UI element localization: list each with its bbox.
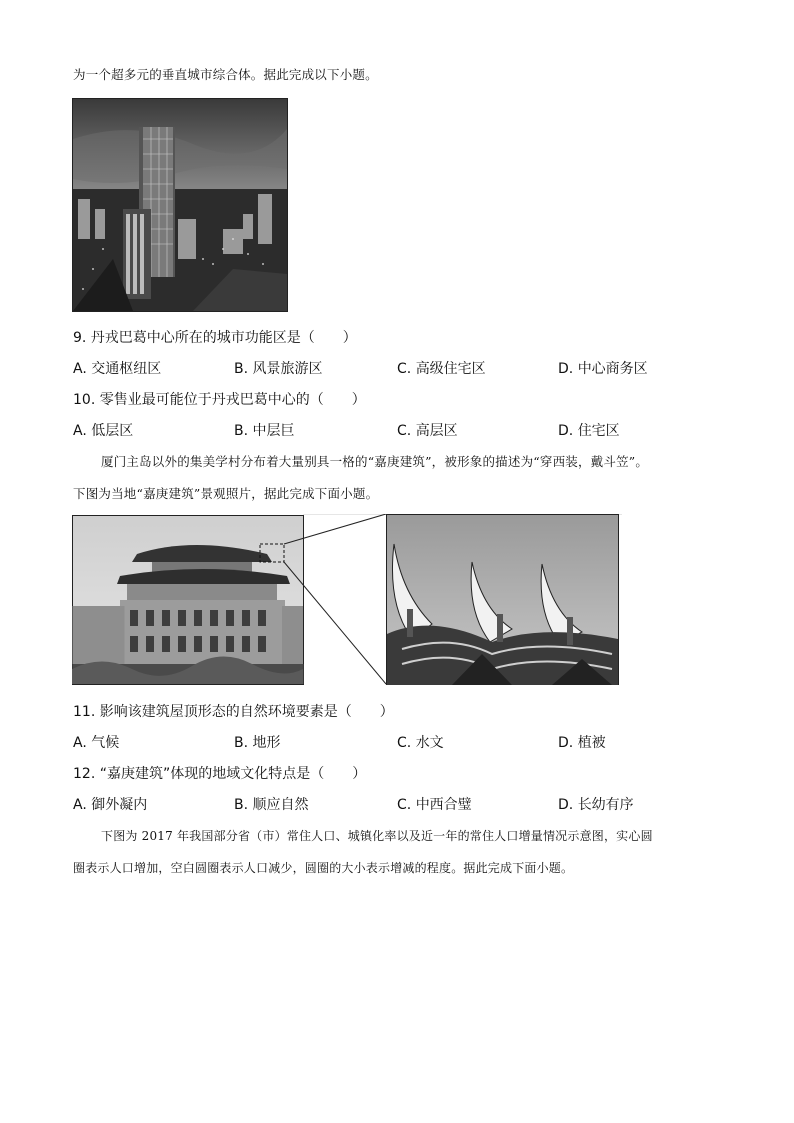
jiageng-building-photo [72,516,304,685]
q11-option-d: D. 植被 [558,735,606,751]
q11-option-b: B. 地形 [234,735,281,751]
passage-3-line-2: 圈表示人口增加，空白圆圈表示人口减少，圆圈的大小表示增减的程度。据此完成下面小题。 [73,861,574,875]
question-11: 11. 影响该建筑屋顶形态的自然环境要素是（ ） [73,704,394,720]
question-12: 12. “嘉庚建筑”体现的地域文化特点是（ ） [73,766,367,782]
q12-option-d: D. 长幼有序 [558,797,634,813]
q11-option-c: C. 水文 [397,735,444,751]
q10-option-c: C. 高层区 [397,423,458,439]
q10-option-d: D. 住宅区 [558,423,620,439]
q12-option-a: A. 御外凝内 [73,797,148,813]
passage-3-line-1: 下图为 2017 年我国部分省（市）常住人口、城镇化率以及近一年的常住人口增量情况示意图，实心圆 [101,829,653,843]
q11-option-a: A. 气候 [73,735,120,751]
q9-option-c: C. 高级住宅区 [397,361,486,377]
intro-line: 为一个超多元的垂直城市综合体。据此完成以下小题。 [73,67,378,82]
q10-option-a: A. 低层区 [73,423,134,439]
question-9: 9. 丹戎巴葛中心所在的城市功能区是（ ） [73,330,357,346]
q12-option-b: B. 顺应自然 [234,797,309,813]
skyscraper-photo [72,98,288,312]
roof-detail-photo [387,515,619,686]
q9-option-a: A. 交通枢纽区 [73,361,162,377]
passage-2-line-2: 下图为当地“嘉庚建筑”景观照片，据此完成下面小题。 [73,486,379,501]
q10-option-b: B. 中层巨 [234,423,295,439]
question-10: 10. 零售业最可能位于丹戎巴葛中心的（ ） [73,392,366,408]
q9-option-d: D. 中心商务区 [558,361,648,377]
q12-option-c: C. 中西合璧 [397,797,472,813]
passage-2-line-1: 厦门主岛以外的集美学村分布着大量别具一格的“嘉庚建筑”，被形象的描述为“穿西装，戴斗笠”。 [101,454,649,469]
q9-option-b: B. 风景旅游区 [234,361,323,377]
jiageng-figure [72,514,622,686]
